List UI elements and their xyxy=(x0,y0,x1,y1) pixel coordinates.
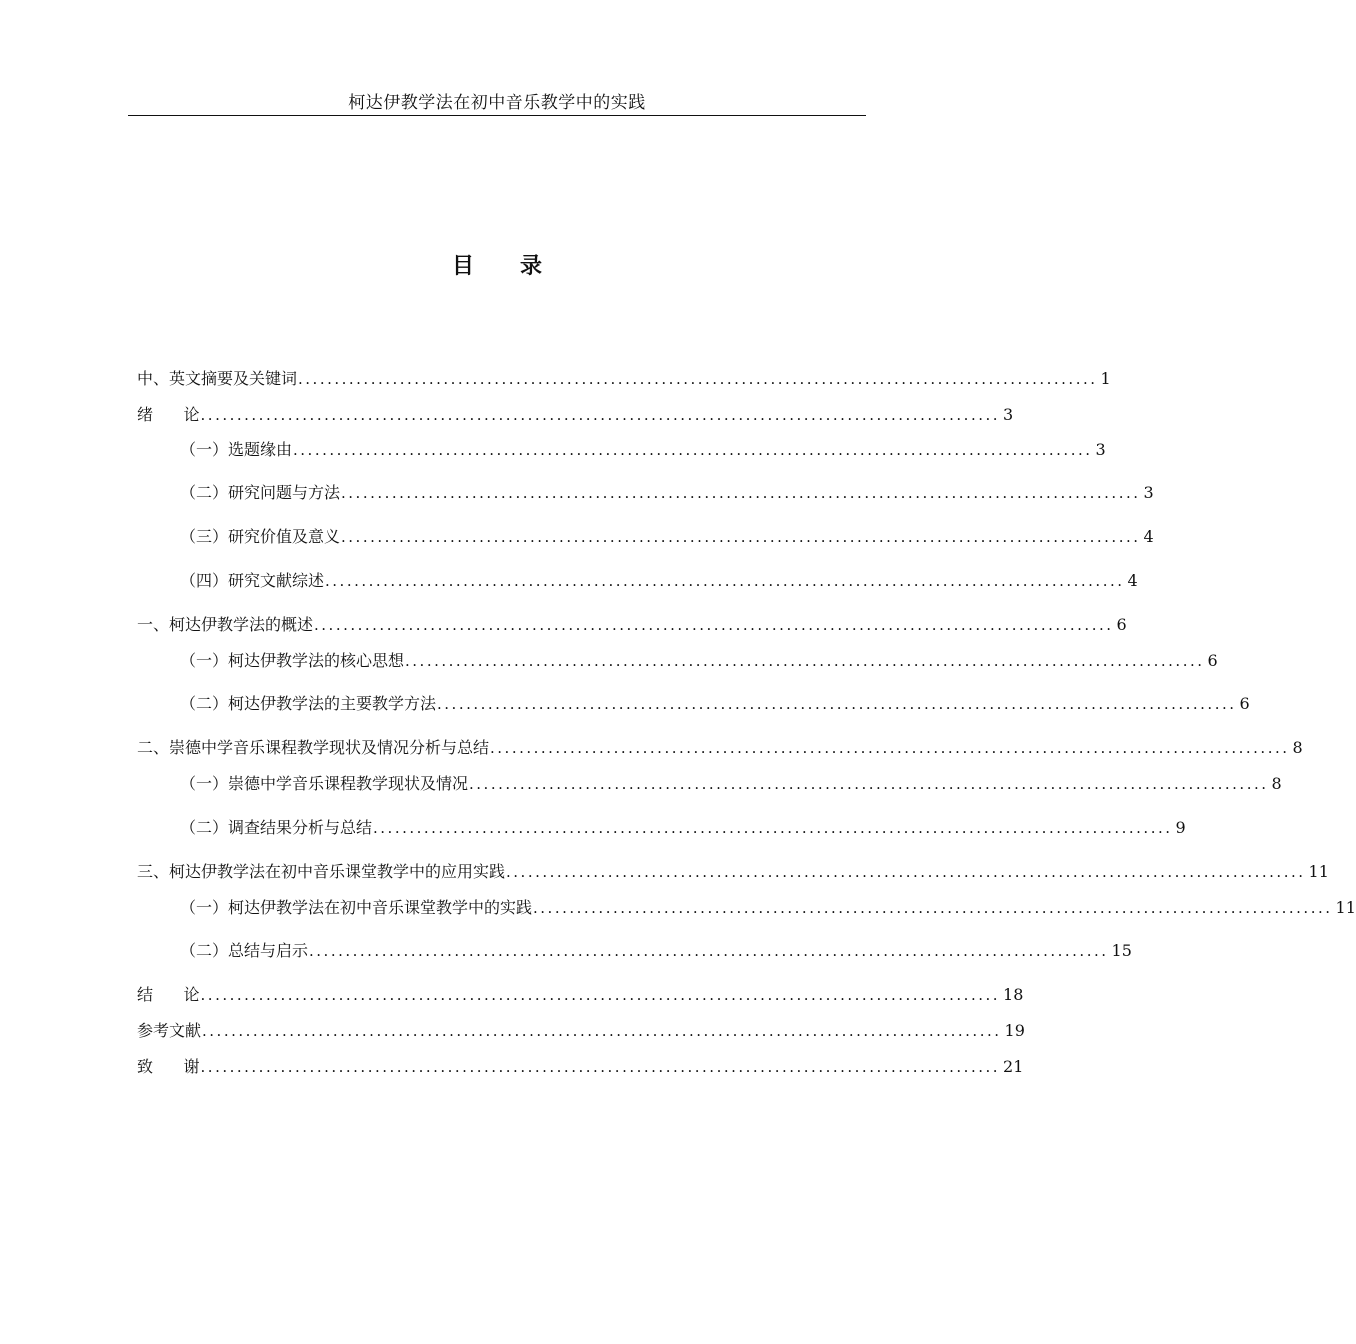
toc-entry[interactable] xyxy=(180,692,1250,716)
toc-entry-page: 6 xyxy=(1207,651,1218,670)
dot-leader: .............................................................................................................. xyxy=(469,775,1269,793)
toc-title: 目 录 xyxy=(452,253,542,279)
toc-entry-page: 3 xyxy=(1095,440,1106,459)
dot-leader: .............................................................................................................. xyxy=(202,1022,1002,1040)
dot-leader: .............................................................................................................. xyxy=(200,406,1001,424)
dot-leader: .............................................................................................................. xyxy=(490,739,1290,757)
toc-entry-page: 1 xyxy=(1100,369,1111,388)
toc-entry[interactable] xyxy=(180,816,1186,840)
toc-entry[interactable] xyxy=(180,481,1154,505)
toc-entry-label: 结 论 xyxy=(137,985,200,1004)
dot-leader: .............................................................................................................. xyxy=(405,652,1205,670)
header-rule xyxy=(128,115,866,116)
toc-entry-label: （一）崇德中学音乐课程教学现状及情况 xyxy=(180,774,469,793)
toc-entry[interactable] xyxy=(180,649,1218,673)
dot-leader: .............................................................................................................. xyxy=(314,616,1114,634)
dot-leader: .............................................................................................................. xyxy=(341,484,1141,502)
dot-leader: .............................................................................................................. xyxy=(309,942,1109,960)
dot-leader: .............................................................................................................. xyxy=(373,819,1173,837)
toc-entry-page: 11 xyxy=(1308,862,1329,881)
dot-leader: .............................................................................................................. xyxy=(341,528,1141,546)
toc-entry-label: （二）柯达伊教学法的主要教学方法 xyxy=(180,694,437,713)
toc-entry-label: （一）柯达伊教学法的核心思想 xyxy=(180,651,405,670)
toc-entry-page: 6 xyxy=(1116,615,1127,634)
toc-entry-page: 11 xyxy=(1335,898,1356,917)
toc-entry-label: 一、柯达伊教学法的概述 xyxy=(137,615,314,634)
toc-entry-label: 参考文献 xyxy=(137,1021,202,1040)
toc-entry-page: 8 xyxy=(1292,738,1303,757)
toc-entry[interactable] xyxy=(137,403,1014,427)
toc-entry-page: 6 xyxy=(1239,694,1250,713)
toc-entry-page: 4 xyxy=(1127,571,1138,590)
toc-entry-label: （二）研究问题与方法 xyxy=(180,483,341,502)
toc-entry-label: （二）总结与启示 xyxy=(180,941,309,960)
toc-entry[interactable] xyxy=(137,1055,1024,1079)
toc-entry-label: （一）柯达伊教学法在初中音乐课堂教学中的实践 xyxy=(180,898,533,917)
toc-entry[interactable] xyxy=(180,569,1138,593)
running-header: 柯达伊教学法在初中音乐教学中的实践 xyxy=(348,93,646,113)
toc-entry-label: （二）调查结果分析与总结 xyxy=(180,818,373,837)
dot-leader: .............................................................................................................. xyxy=(437,695,1237,713)
toc-entry-page: 9 xyxy=(1175,818,1186,837)
toc-entry[interactable] xyxy=(137,736,1303,760)
toc-entry-label: （三）研究价值及意义 xyxy=(180,527,341,546)
toc-entry[interactable] xyxy=(137,1019,1025,1043)
dot-leader: .............................................................................................................. xyxy=(506,863,1306,881)
toc-entry[interactable] xyxy=(180,939,1132,963)
toc-entry-label: 中、英文摘要及关键词 xyxy=(137,369,298,388)
toc-entry-page: 18 xyxy=(1003,985,1024,1004)
toc-entry[interactable] xyxy=(180,772,1282,796)
toc-entry[interactable] xyxy=(137,983,1024,1007)
toc-entry-page: 4 xyxy=(1143,527,1154,546)
dot-leader: .............................................................................................................. xyxy=(298,370,1098,388)
toc-entry[interactable] xyxy=(180,896,1356,920)
toc-entry[interactable] xyxy=(137,860,1329,884)
toc-entry-label: （四）研究文献综述 xyxy=(180,571,325,590)
toc-entry-label: 绪 论 xyxy=(137,405,200,424)
toc-entry[interactable] xyxy=(180,438,1106,462)
toc-entry[interactable] xyxy=(137,613,1127,637)
toc-entry-label: （一）选题缘由 xyxy=(180,440,293,459)
toc-entry-page: 21 xyxy=(1003,1057,1024,1076)
dot-leader: .............................................................................................................. xyxy=(325,572,1125,590)
toc-entry-page: 19 xyxy=(1004,1021,1025,1040)
toc-entry-page: 3 xyxy=(1143,483,1154,502)
dot-leader: .............................................................................................................. xyxy=(533,899,1333,917)
toc-entry[interactable] xyxy=(137,367,1111,391)
dot-leader: .............................................................................................................. xyxy=(200,986,1001,1004)
toc-entry-page: 3 xyxy=(1003,405,1014,424)
toc-entry-label: 致 谢 xyxy=(137,1057,200,1076)
dot-leader: .............................................................................................................. xyxy=(200,1058,1001,1076)
toc-entry-label: 二、崇德中学音乐课程教学现状及情况分析与总结 xyxy=(137,738,490,757)
dot-leader: .............................................................................................................. xyxy=(293,441,1093,459)
toc-entry-page: 8 xyxy=(1271,774,1282,793)
toc-entry[interactable] xyxy=(180,525,1154,549)
toc-entry-label: 三、柯达伊教学法在初中音乐课堂教学中的应用实践 xyxy=(137,862,506,881)
toc-entry-page: 15 xyxy=(1111,941,1132,960)
